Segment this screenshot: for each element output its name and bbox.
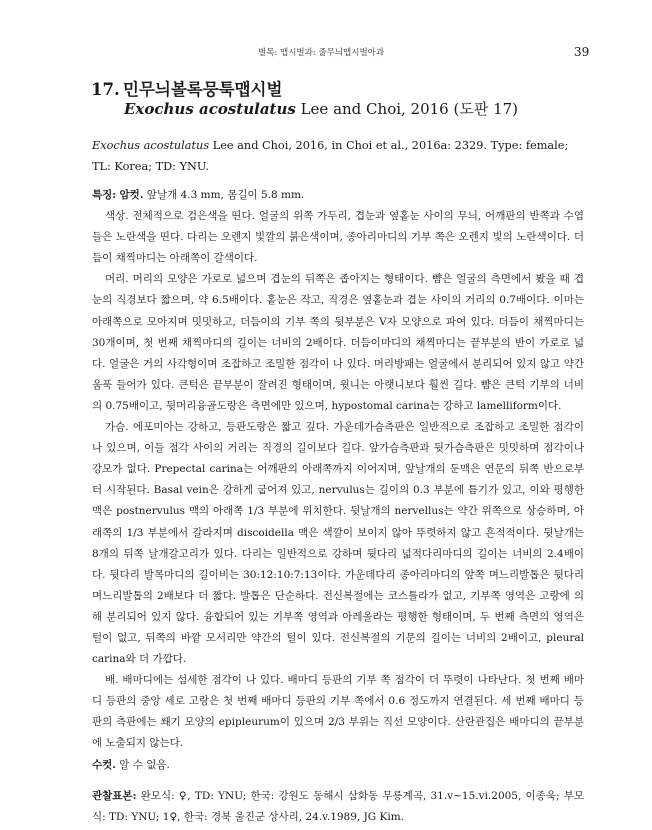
citation — [92, 135, 584, 177]
features-label: 특징: — [92, 189, 117, 201]
species-name: Exochus acostulatus — [124, 100, 296, 118]
running-head: 벌목: 맵시벌과: 줄무늬맵시벌아과 — [258, 48, 385, 58]
citation-species: Exochus acostulatus — [92, 139, 210, 152]
mesosoma-paragraph: 가슴. 에포미아는 강하고, 등판도랑은 짧고 깊다. 가운데가슴측판은 일반적으로 조잡하고 조밀한 점각이 나 있으며, 이들 점각 사이의 거리는 직경의 길이보다 길다. 앞가슴측판과 뒷가슴측판은 밋밋하며 점각이나 강모가 없다. Prepectal carina는 어깨판의 아래쪽까지 이어지며, 앞날개의 둔맥은 연문의 뒤쪽 반으로부터 시작된다. Basal vein은 강하게 굽어져 있고, nervulus는 길이의 0.3 부분에 틈기가 있고, 이와 평행한 맥은 postnervulus 맥의 아래쪽 1/3 부분에 위치한다. 뒷날개의 nervellus는 약간 위쪽으로 상승하며, 아래쪽의 1/3 부분에서 갈라지며 discoidella 맥은 색깔이 보이지 않아 뚜렷하지 않고 흔적적이다. 뒷날개는 8개의 뒤쪽 날개갈고리가 있다. 다리는 일반적으로 강하며 뒷다리 넓적다리마디의 길이는 너비의 2.4배이다. 뒷다리 발목마디의 길이비는 30:12:10:7:13이다. 가운데다리 종아리마디의 앞쪽 며느리발톱은 뒷다리 며느리발톱의 2배보다 더 짧다. 발톱은 단순하다. 전신복절에는 코스틀라가 없고, 기부쪽 영역은 고랑에 의해 분리되어 있지 않다. 융합되어 있는 기부쪽 영역과 아레올라는 평행한 형태이며, 두 번째 측면의 영역은 털이 없고, 뒤쪽의 바깥 모서리만 약간의 털이 있다. 전신복절의 기문의 길이는 너비의 2배이고, pleural carina와 더 가깝다. — [92, 421, 584, 666]
page-header — [0, 46, 652, 62]
page-number: 39 — [574, 45, 590, 59]
female-label: 암컷. — [119, 189, 144, 201]
features-line — [92, 185, 584, 206]
species-authority: Lee and Choi, 2016 (도판 17) — [295, 100, 519, 118]
color-paragraph: 색상. 전체적으로 검은색을 띤다. 얼굴의 위쪽 가두리, 겹눈과 옆홑눈 사이의 무늬, 어깨판의 반쪽과 수염들은 노란색을 띤다. 다리는 오렌지 빛깔의 붉은색이며, 종아리마디의 기부 쪽은 오렌지 빛의 노란색이다. 더듬이 채찍마디는 아래쪽이 갈색이다. — [92, 210, 584, 265]
male-label: 수컷. — [92, 758, 116, 771]
citation-text: Lee and Choi, 2016, in Choi et al., 2016a: 2329. Type: female; TL: Korea; TD: YNU. — [92, 139, 569, 173]
head-paragraph: 머리. 머리의 모양은 가로로 넓으며 겹눈의 뒤쪽은 좁아지는 형태이다. 뺨은 얼굴의 측면에서 봤을 때 겹눈의 직경보다 짧으며, 약 6.5배이다. 홑눈은 작고, 직경은 옆홑눈과 겹눈 사이의 거리의 0.7배이다. 이마는 아래쪽으로 모아지며 밋밋하고, 더듬이의 기부 쪽의 뒷부분은 V자 모양으로 파여 있다. 더듬이 채찍마디는 30개이며, 첫 번째 채찍마디의 길이는 너비의 2배이다. 더듬이마디의 채찍마디는 끝부분의 반이 가로로 넓다. 얼굴은 거의 사각형이며 조잡하고 조밀한 점각이 나 있다. 머리방패는 얼굴에서 분리되어 있지 않고 약간 움푹 들어가 있다. 큰턱은 끝부분이 잘려진 형태이며, 윗니는 아랫니보다 훨씬 길다. 뺨은 큰턱 기부의 너비의 0.75배이고, 뒷머리융골도랑은 측면에만 있으며, hypostomal carina는 강하고 lamelliform이다. — [92, 273, 584, 412]
metasoma-paragraph: 배. 배마디에는 섬세한 점각이 나 있다. 배마디 등판의 기부 쪽 점각이 더 뚜렷이 나타난다. 첫 번째 배마디 등판의 중앙 세로 고랑은 첫 번째 배마디 등판의 기부 쪽에서 0.6 정도까지 연결된다. 세 번째 배마디 등판의 측판에는 쐐기 모양의 epipleurum이 있으며 2/3 부위는 직선 모양이다. 산란관집은 배마디의 끝부분에 노출되지 않는다. — [92, 674, 584, 750]
examined-material — [92, 786, 584, 828]
examined-text: 완모식: ♀, TD: YNU; 한국: 강원도 동해시 삼화동 무릉계곡, 31.v~15.vi.2005, 이종욱; 부모식: TD: YNU; 1♀, 한국: 경북 울진군 상사리, 24.v.1989, JG Kim. — [92, 789, 584, 823]
korean-name: 민무늬볼록뭉툭맵시벌 — [123, 80, 283, 99]
species-number: 17. — [91, 80, 120, 99]
description-body — [92, 185, 584, 828]
examined-label: 관찰표본: — [92, 789, 137, 802]
male-text: 알 수 없음. — [115, 758, 170, 771]
species-heading — [91, 76, 282, 100]
male-line — [92, 755, 584, 776]
species-subheading — [124, 98, 518, 119]
features-text: 앞날개 4.3 mm, 몸길이 5.8 mm. — [143, 189, 305, 201]
